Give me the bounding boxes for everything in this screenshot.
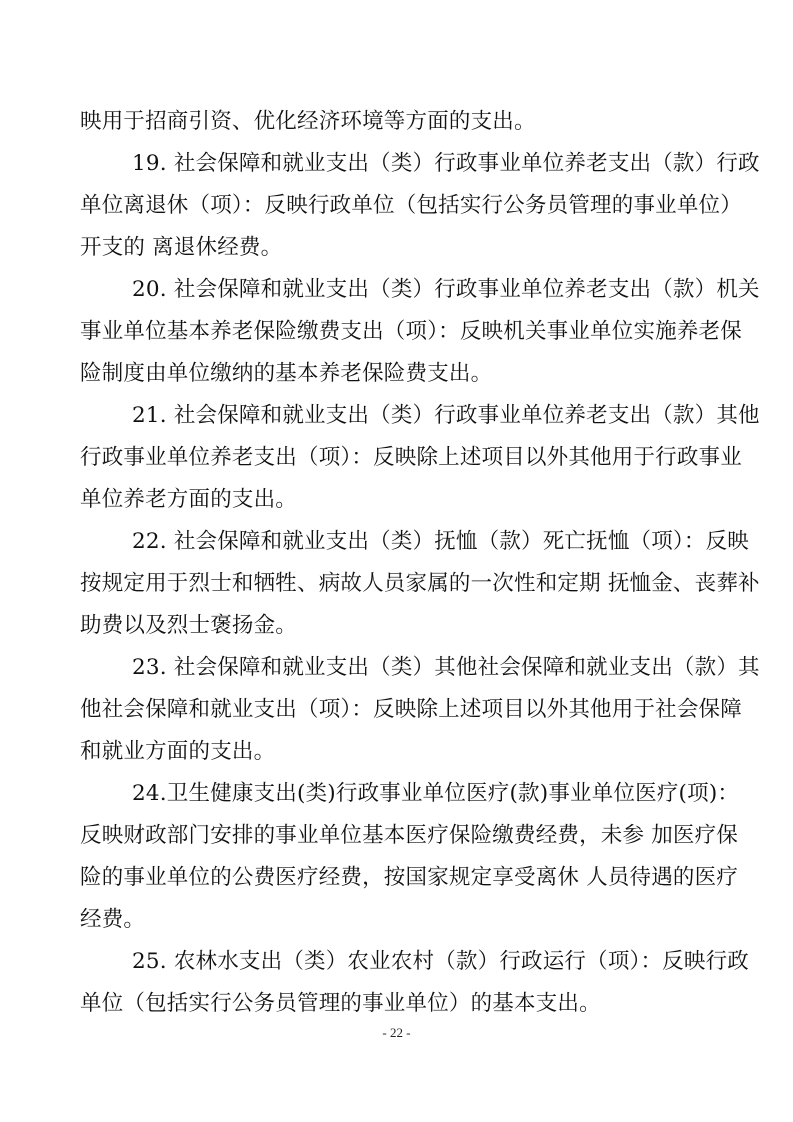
- text-line: 险的事业单位的公费医疗经费，按国家规定享受离休 人员待遇的医疗: [80, 865, 739, 890]
- text-line: 按规定用于烈士和牺牲、病故人员家属的一次性和定期 抚恤金、丧葬补: [80, 571, 760, 596]
- text-line: 单位离退休（项）：反映行政单位（包括实行公务员管理的事业单位）: [80, 193, 742, 218]
- text-line: 20. 社会保障和就业支出（类）行政事业单位养老支出（款）机关: [132, 277, 760, 302]
- text-line: 经费。: [80, 907, 146, 932]
- text-line: 反映财政部门安排的事业单位基本医疗保险缴费经费，未参 加医疗保: [80, 823, 739, 848]
- text-line: 24.卫生健康支出(类)行政事业单位医疗(款)事业单位医疗(项)：: [132, 781, 740, 806]
- text-line: 他社会保障和就业支出（项）：反映除上述项目以外其他用于社会保障: [80, 697, 742, 722]
- text-line: 事业单位基本养老保险缴费支出（项）：反映机关事业单位实施养老保: [80, 319, 742, 344]
- text-line: 单位（包括实行公务员管理的事业单位）的基本支出。: [80, 991, 601, 1016]
- text-line: 和就业方面的支出。: [80, 739, 276, 764]
- text-line: 开支的 离退休经费。: [80, 235, 283, 260]
- text-line: 险制度由单位缴纳的基本养老保险费支出。: [80, 361, 493, 386]
- page-number: - 22 -: [382, 1025, 411, 1040]
- text-line: 22. 社会保障和就业支出（类）抚恤（款）死亡抚恤（项）：反映: [132, 529, 749, 554]
- text-line: 单位养老方面的支出。: [80, 487, 298, 512]
- text-line: 映用于招商引资、优化经济环境等方面的支出。: [80, 109, 536, 134]
- text-line: 助费以及烈士褒扬金。: [80, 613, 298, 638]
- text-line: 行政事业单位养老支出（项）：反映除上述项目以外其他用于行政事业: [80, 445, 742, 470]
- text-line: 21. 社会保障和就业支出（类）行政事业单位养老支出（款）其他: [132, 403, 760, 428]
- text-line: 23. 社会保障和就业支出（类）其他社会保障和就业支出（款）其: [132, 655, 760, 680]
- text-line: 25. 农林水支出（类）农业农村（款）行政运行（项）：反映行政: [132, 949, 749, 974]
- text-line: 19. 社会保障和就业支出（类）行政事业单位养老支出（款）行政: [132, 151, 760, 176]
